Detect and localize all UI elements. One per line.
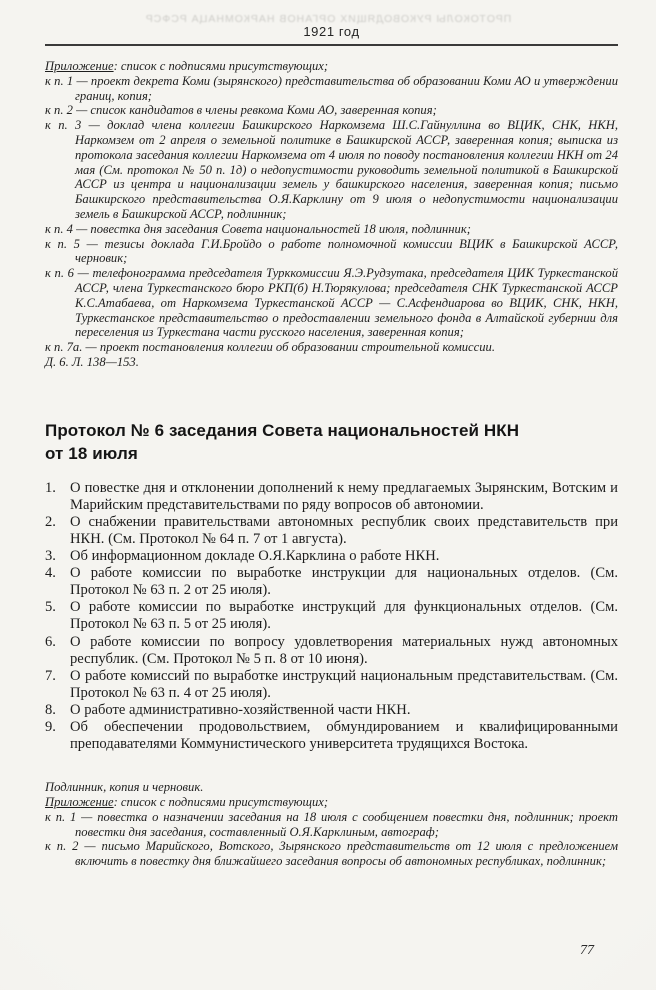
agenda-item-3 xyxy=(45,548,618,565)
appendix-intro xyxy=(45,795,618,810)
appendix-item-6: к п. 6 — телефонограмма председателя Турккомиссии Я.Э.Рудзутака, председателя ЦИК Туркестанской АССР, члена Туркестанского бюро РКП(б) Н.Тюрякулова; председателя СНК Туркестанской АССР К.С.Атабаева, от Наркомзема Туркестанской АССР — С.Асфендиарова во ВЦИК, СНК, НКН, Туркестанское представительство о предоставлении земельного фонда в Алтайской губернии для переселения из Туркестана части русского населения, заверенная копия; xyxy=(45,266,618,340)
agenda-item-text: О работе комиссий по выработке инструкций национальным представительствам. (См. Протокол № 63 п. 4 от 25 июля). xyxy=(70,667,618,701)
archive-reference: Д. 6. Л. 138—153. xyxy=(45,354,139,369)
protocol-title xyxy=(45,419,618,466)
appendix-item-2: к п. 2 — письмо Марийского, Вотского, Зырянского представительств от 12 июля с предложением включить в повестку дня ближайшего заседания вопросы об автономных республиках, подлинник; xyxy=(45,839,618,869)
appendix-intro xyxy=(45,59,618,74)
agenda-item-text: Об информационном докладе О.Я.Карклина о работе НКН. xyxy=(70,548,440,565)
agenda-item-text: О работе комиссии по выработке инструкции для национальных отделов. (См. Протокол № 63 п. 2 от 25 июля). xyxy=(70,565,618,599)
agenda-item-number: 5. xyxy=(45,599,56,616)
page-number: 77 xyxy=(580,943,594,958)
appendix-item-3: к п. 3 — доклад члена коллегии Башкирского Наркомзема Ш.С.Гайнуллина во ВЦИК, СНК, НКН, Наркомзем от 2 апреля о земельной политике в Башкирской АССР, заверенная копия; выписка из протокола заседания коллегии Наркомзема от 4 июля по поводу постановления коллегии НКН от 24 мая (См. протокол № 50 п. 1д) о недопустимости руководить земельной политикой в Башкирской АССР из центра и национализации земель у башкирского населения, заверенная копия; письмо Башкирского представительства О.Я.Карклину от 9 июля о недопустимости национализации земель в Башкирской АССР, подлинник; xyxy=(45,118,618,221)
protocol-title-line2: от 18 июля xyxy=(45,444,138,464)
agenda-item-number: 4. xyxy=(45,565,56,582)
appendix-item-4: к п. 4 — повестка дня заседания Совета национальностей 18 июля, подлинник; xyxy=(45,221,471,236)
agenda-item-number: 6. xyxy=(45,633,56,650)
appendix-item-2: к п. 2 — список кандидатов в члены ревкома Коми АО, заверенная копия; xyxy=(45,103,437,118)
agenda-item-text: О снабжении правительствами автономных республик своих представительств при НКН. (См. Протокол № 64 п. 7 от 1 августа). xyxy=(70,513,618,548)
agenda-item-8 xyxy=(45,702,618,719)
appendix-section-bottom xyxy=(45,780,618,869)
agenda-item-text: О работе административно-хозяйственной части НКН. xyxy=(70,701,411,718)
agenda-item-text: Об обеспечении продовольствием, обмундированием и квалифицированными преподавателями Коммунистического университета трудящихся Востока. xyxy=(70,719,618,753)
agenda-item-number: 9. xyxy=(45,719,56,736)
agenda-item-number: 2. xyxy=(45,513,56,530)
appendix-item-1: к п. 1 — проект декрета Коми (зырянского) представительства об образовании Коми АО и утверждении границ, копия; xyxy=(45,73,618,103)
appendix-item-1: к п. 1 — повестка о назначении заседания на 18 июля с сообщением повестки дня, подлинник; проект повестки дня заседания, составленный О.Я.Карклиным, автограф; xyxy=(45,809,618,839)
appendix-item-5: к п. 5 — тезисы доклада Г.И.Бройдо о работе полномочной комиссии ВЦИК в Башкирской АССР, черновик; xyxy=(45,236,618,266)
header-rule xyxy=(45,44,618,46)
agenda-item-6 xyxy=(45,634,618,668)
agenda-item-number: 7. xyxy=(45,667,56,684)
appendix-item-7a: к п. 7а. — проект постановления коллегии об образовании строительной комиссии. xyxy=(45,340,495,355)
appendix-section-top xyxy=(45,59,618,370)
reverse-page-showthrough-text: ПРОТОКОЛЫ РУКОВОДЯЩИХ ОРГАНОВ НАРКОМНАЦА РСФСР xyxy=(144,13,512,25)
agenda-item-4 xyxy=(45,565,618,599)
agenda-item-text: О работе комиссии по вопросу удовлетворения материальных нужд автономных республик. (См. Протокол № 5 п. 8 от 10 июня). xyxy=(70,633,618,667)
agenda-item-number: 8. xyxy=(45,701,56,718)
agenda-item-number: 1. xyxy=(45,479,56,496)
agenda-item-5 xyxy=(45,599,618,633)
agenda-item-text: О работе комиссии по выработке инструкций для функциональных отделов. (См. Протокол № 63 п. 5 от 25 июля). xyxy=(70,599,618,633)
agenda-list xyxy=(45,480,618,754)
agenda-item-7 xyxy=(45,668,618,702)
agenda-item-1 xyxy=(45,480,618,514)
agenda-item-number: 3. xyxy=(45,548,56,565)
agenda-item-2 xyxy=(45,514,618,548)
running-head-year: 1921 год xyxy=(303,24,360,39)
appendix-intro-rest: : список с подписями присутствующих; xyxy=(113,59,329,73)
appendix-intro-label: Приложение xyxy=(45,59,114,73)
appendix-intro-label: Приложение xyxy=(45,795,114,810)
agenda-item-9 xyxy=(45,719,618,753)
protocol-title-line1: Протокол № 6 заседания Совета национальностей НКН xyxy=(45,420,520,440)
source-note: Подлинник, копия и черновик. xyxy=(45,780,204,795)
appendix-intro-rest: : список с подписями присутствующих; xyxy=(113,795,329,810)
agenda-item-text: О повестке дня и отклонении дополнений к нему предлагаемых Зырянским, Вотским и Марийским представительствами по ряду вопросов об автономии. xyxy=(70,479,618,513)
